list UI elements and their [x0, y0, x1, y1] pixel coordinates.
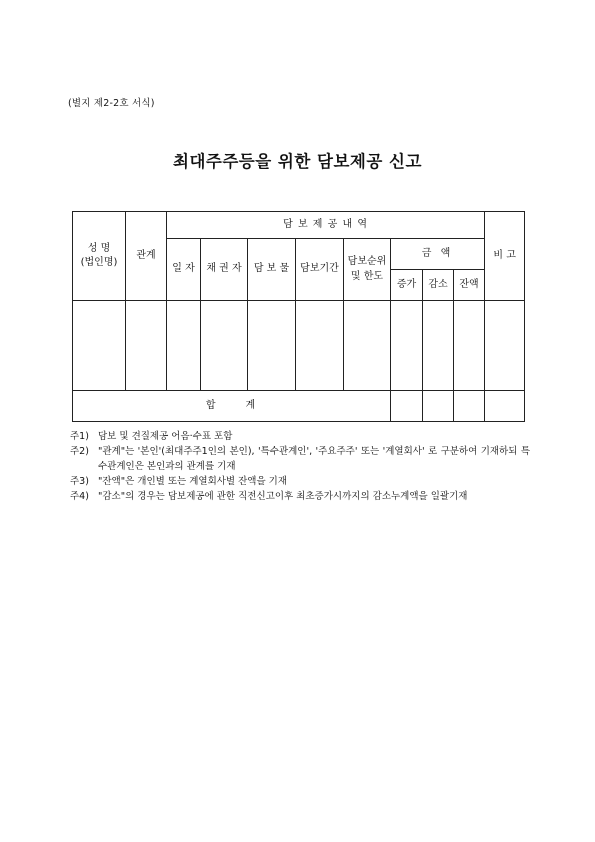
- cell-collateral: [248, 301, 296, 391]
- cell-increase: [391, 301, 423, 391]
- collateral-report-table: [72, 211, 525, 422]
- cell-period: [296, 301, 344, 391]
- header-creditor: 채 권 자: [201, 239, 248, 301]
- footnote-text: "감소"의 경우는 담보제공에 관한 직전신고이후 최초증가시까지의 감소누계액을 일괄기재: [98, 491, 468, 502]
- footnote-number: 주3): [70, 476, 89, 487]
- header-rank-limit-cell: [344, 239, 391, 301]
- total-label: [73, 391, 391, 422]
- header-remarks: 비 고: [485, 212, 525, 301]
- footnote-2: [70, 444, 530, 474]
- table-row: [73, 301, 525, 391]
- total-row: [73, 391, 525, 422]
- cell-relation: [126, 301, 167, 391]
- header-decrease: 감소: [423, 270, 454, 301]
- header-collateral-item: 담 보 물: [248, 239, 296, 301]
- footnote-text: 담보 및 견질제공 어음·수표 포함: [98, 431, 233, 442]
- header-name-cell: [73, 212, 126, 301]
- cell-decrease: [423, 301, 454, 391]
- header-date: 일 자: [167, 239, 201, 301]
- footnote-4: [70, 489, 530, 504]
- header-amount: 금 액: [391, 239, 485, 270]
- footnote-number: 주1): [70, 431, 89, 442]
- page-title: 최대주주등을 위한 담보제공 신고: [173, 152, 422, 171]
- cell-rank-limit: [344, 301, 391, 391]
- header-relation: 관계: [126, 212, 167, 301]
- header-rank: 담보순위: [347, 256, 387, 267]
- total-balance: [454, 391, 485, 422]
- footnote-3: [70, 474, 530, 489]
- cell-date: [167, 301, 201, 391]
- total-increase: [391, 391, 423, 422]
- total-label-1: 합: [205, 399, 218, 411]
- footnotes: [70, 429, 530, 504]
- total-remarks: [485, 391, 525, 422]
- header-increase: 증가: [391, 270, 423, 301]
- header-balance: 잔액: [454, 270, 485, 301]
- total-decrease: [423, 391, 454, 422]
- total-label-2: 계: [245, 399, 258, 411]
- cell-creditor: [201, 301, 248, 391]
- header-limit: 및 한도: [350, 270, 384, 282]
- header-name-sub: (법인명): [80, 257, 118, 268]
- cell-remarks: [485, 301, 525, 391]
- footnote-text: "잔액"은 개인별 또는 계열회사별 잔액을 기재: [98, 476, 288, 487]
- footnote-1: [70, 429, 530, 444]
- footnote-text: "관계"는 '본인'(최대주주1인의 본인), '특수관계인', '주요주주' 또는 '계열회사' 로 구분하여 기재하되 특수관계인은 본인과의 관계를 기재: [98, 446, 530, 472]
- footnote-number: 주4): [70, 491, 89, 502]
- cell-balance: [454, 301, 485, 391]
- footnote-number: 주2): [70, 446, 89, 457]
- cell-name: [73, 301, 126, 391]
- header-name: 성 명: [87, 242, 111, 254]
- header-period: 담보기간: [296, 239, 344, 301]
- header-collateral-details: 담 보 제 공 내 역: [167, 212, 485, 239]
- form-code: (별지 제2-2호 서식): [68, 98, 155, 109]
